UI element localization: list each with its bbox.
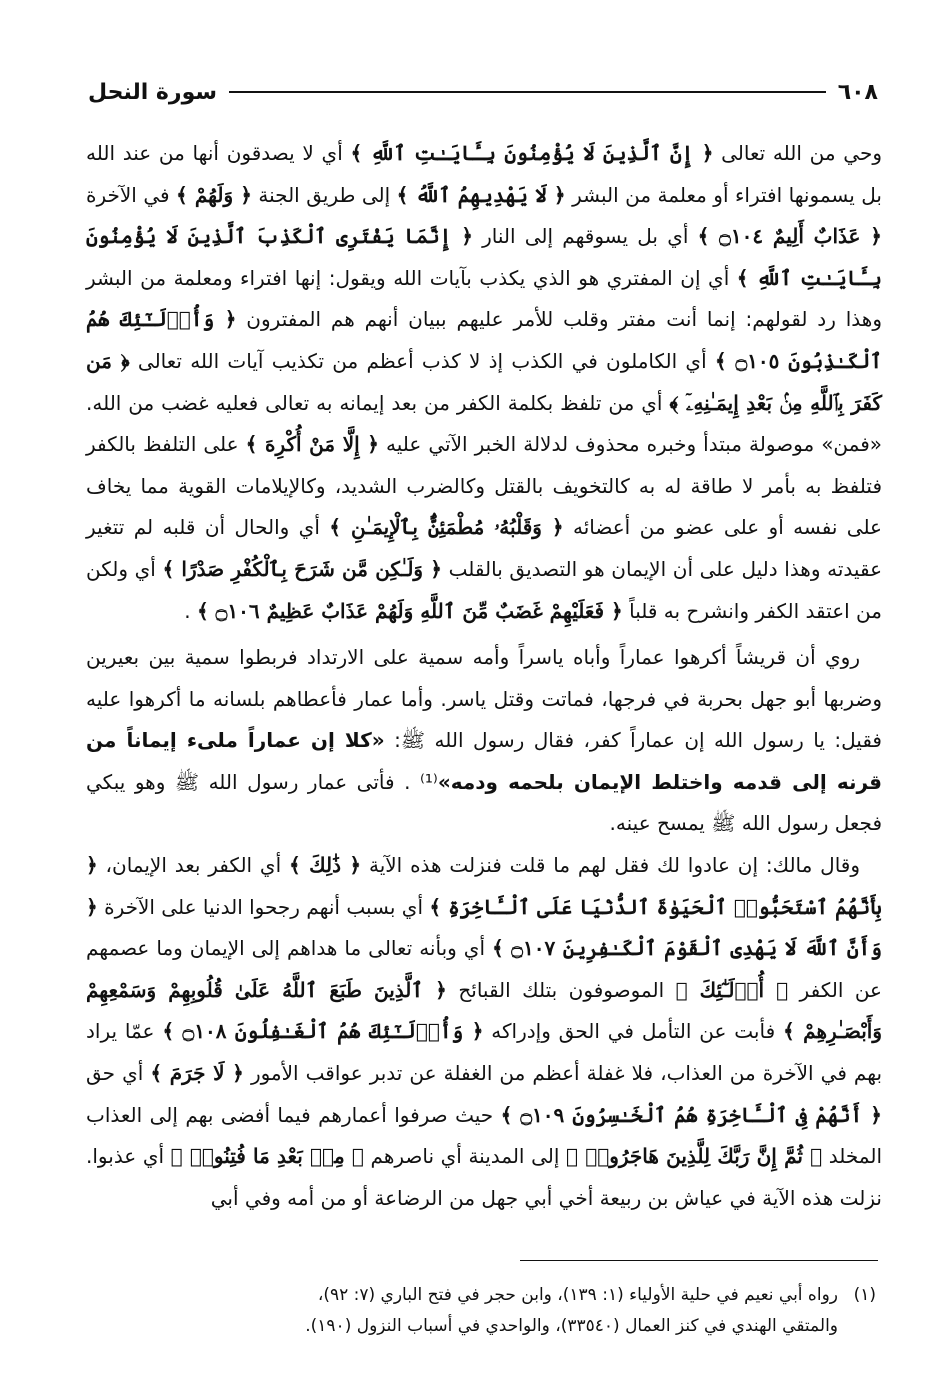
footnote-divider bbox=[520, 1260, 878, 1261]
quran-verse-quote: ﴿ ذَٰلِكَ ﴾ bbox=[288, 853, 362, 877]
footnote-number: (١) bbox=[853, 1285, 876, 1305]
footnote bbox=[86, 1280, 876, 1342]
quran-verse-quote: ﴿ ٱلَّذِينَ طَبَعَ ٱللَّهُ عَلَىٰ قُلُوبِهِمْ وَسَمْعِهِمْ وَأَبْصَـٰرِهِمْ ﴾ bbox=[86, 977, 883, 1044]
quran-verse-quote: ﴿ وَقَلْبُهُۥ مُطْمَئِنٌّۢ بِٱلْإِيمَـٰنِ ﴾ bbox=[329, 515, 564, 540]
commentary-text: إلى المدينة أي ناصرهم bbox=[363, 1144, 567, 1169]
page-number: ٦٠٨ bbox=[837, 79, 878, 105]
commentary-text: . bbox=[184, 598, 197, 623]
commentary-text: وقال مالك: إن عادوا لك فقل لهم ما قلت فنزلت هذه الآية bbox=[361, 853, 861, 877]
quran-verse-quote: ﴿ أُو۟لَـٰٓئِكَ ﴾ bbox=[675, 977, 789, 1002]
commentary-text: أي وبأنه تعالى ما هداهم إلى الإيمان وما عصمهم عن الكفر bbox=[86, 936, 882, 1002]
quran-verse-quote: ﴿ لَا جَرَمَ ﴾ bbox=[150, 1060, 244, 1085]
commentary-text: أي بل يسوقهم إلى النار bbox=[472, 224, 698, 249]
quran-verse-quote: ﴿ ثُمَّ إِنَّ رَبَّكَ لِلَّذِينَ هَاجَرُوا۟ ﴾ bbox=[566, 1144, 823, 1169]
quran-verse-quote: ﴿ وَلَهُمْ ﴾ bbox=[176, 182, 252, 207]
quran-verse-quote: ﴿ مِنۢ بَعْدِ مَا فُتِنُوا۟ ﴾ bbox=[170, 1144, 364, 1169]
paragraph-3 bbox=[86, 845, 882, 1219]
quran-verse-quote: ﴿ مَن كَفَرَ بِٱللَّهِ مِنۢ بَعْدِ إِيمَـٰنِهِۦٓ ﴾ bbox=[86, 348, 882, 415]
commentary-text: أي إن المفتري هو الذي يكذب بآيات الله ويقول: إنها افتراء ومعلمة من البشر وهذا رد لقولهم: إنما أنت مفتر وقلب للأمر عليهم ببيان أنهم هم المفترون bbox=[86, 265, 882, 332]
quran-verse-quote: ﴿ وَأُو۟لَـٰٓئِكَ هُمُ ٱلْغَـٰفِلُونَ ۝١٠٨ ﴾ bbox=[162, 1019, 484, 1044]
quran-verse-quote: ﴿ إِنَّ ٱلَّذِينَ لَا يُؤْمِنُونَ بِـَٔايَـٰتِ ٱللَّهِ ﴾ bbox=[350, 141, 714, 165]
commentary-text: أي الكاملون في الكذب إذ لا كذب أعظم من تكذيب آيات الله تعالى bbox=[129, 348, 715, 373]
commentary-text: أي حق bbox=[86, 1060, 151, 1085]
commentary-text: إلى طريق الجنة bbox=[251, 182, 397, 207]
commentary-text: أي والحال أن قلبه لم تتغير عقيدته وهذا دليل على أن الإيمان هو التصديق بالقلب bbox=[86, 515, 883, 581]
commentary-text: أي الكفر بعد الإيمان، bbox=[97, 853, 289, 877]
hadith-quote: «كلا إن عماراً ملىء إيماناً من قرنه إلى قدمه واختلط الإيمان بلحمه ودمه» bbox=[86, 728, 882, 794]
quran-verse-quote: ﴿ أَنَّهُمْ فِى ٱلْـَٔاخِرَةِ هُمُ ٱلْخَـٰسِرُونَ ۝١٠٩ ﴾ bbox=[500, 1102, 883, 1127]
footnote-line-1: رواه أبي نعيم في حلية الأولياء (١: ١٣٩)، وابن حجر في فتح الباري (٧: ٩٢)، bbox=[317, 1285, 838, 1305]
paragraph-1 bbox=[86, 133, 882, 632]
commentary-text: أي بسبب أنهم رجحوا الدنيا على الآخرة bbox=[97, 894, 430, 919]
quran-verse-quote: ﴿ إِلَّا مَنْ أُكْرِهَ ﴾ bbox=[245, 432, 380, 457]
quran-verse-quote: ﴿ فَعَلَيْهِمْ غَضَبٌ مِّنَ ٱللَّهِ وَلَهُمْ عَذَابٌ عَظِيمٌ ۝١٠٦ ﴾ bbox=[196, 598, 623, 623]
quran-verse-quote: ﴿ إِنَّمَا يَفْتَرِى ٱلْكَذِبَ ٱلَّذِينَ لَا يُؤْمِنُونَ بِـَٔايَـٰتِ ٱللَّهِ ﴾ bbox=[86, 224, 882, 290]
commentary-text: ⁽¹⁾ . فأتى عمار رسول الله ﷺ وهو يبكي فجعل رسول الله ﷺ يمسح عينه. bbox=[86, 769, 882, 836]
commentary-text: أي من تلفظ بكلمة الكفر من بعد إيمانه به تعالى فعليه غضب من الله. «فمن» موصولة مبتدأ وخبره محذوف لدلالة الخبر الآتي عليه bbox=[86, 390, 883, 457]
commentary-text: على التلفظ بالكفر فتلفظ به بأمر لا طاقة له به كالتخويف بالقتل وكالضرب الشديد، وكالإيلامات القوية مما يخاف على نفسه أو على عضو من أعضائه bbox=[86, 432, 882, 540]
footnote-line-2: والمتقي الهندي في كنز العمال (٣٣٥٤٠)، والواحدي في أسباب النزول (١٩٠). bbox=[305, 1316, 838, 1336]
paragraph-2 bbox=[86, 637, 882, 845]
quran-verse-quote: ﴿ وَأَنَّ ٱللَّهَ لَا يَهْدِى ٱلْقَوْمَ ٱلْكَـٰفِرِينَ ۝١٠٧ ﴾ bbox=[86, 894, 882, 961]
quran-verse-quote: ﴿ لَا يَهْدِيهِمُ ٱللَّهُ ﴾ bbox=[396, 182, 566, 207]
quran-verse-quote: ﴿ وَلَـٰكِن مَّن شَرَحَ بِٱلْكُفْرِ صَدْرًا ﴾ bbox=[162, 556, 443, 581]
commentary-text: الموصوفون بتلك القبائح bbox=[446, 977, 676, 1002]
commentary-text: فأبت عن التأمل في الحق وإدراكه bbox=[483, 1019, 783, 1044]
page-header bbox=[88, 74, 878, 110]
surah-title: سورة النحل bbox=[88, 79, 218, 105]
commentary-text: في الآخرة bbox=[86, 182, 177, 207]
quran-verse-quote: ﴿ بِأَنَّهُمُ ٱسْتَحَبُّوا۟ ٱلْحَيَوٰةَ ٱلدُّنْيَا عَلَى ٱلْـَٔاخِرَةِ ﴾ bbox=[86, 853, 882, 919]
quran-verse-quote: ﴿ وَأُو۟لَـٰٓئِكَ هُمُ ٱلْكَـٰذِبُونَ ۝١٠٥ ﴾ bbox=[86, 307, 882, 373]
header-rule bbox=[229, 91, 826, 93]
commentary-text: وحي من الله تعالى bbox=[713, 141, 882, 165]
commentary-text: روي أن قريشاً أكرهوا عماراً وأباه ياسراً وأمه سمية على الارتداد فربطوا سمية بين بعيرين وضربها أبو جهل بحربة في فرجها، فماتت وقتل ياسر. وأما عمار فأعطاهم بلسانه ما أكرهوا عليه فقيل: يا رسول الله إن عماراً كفر، فقال رسول الله ﷺ: bbox=[86, 645, 882, 753]
commentary-text: عمّا يراد بهم في الآخرة من العذاب، فلا غفلة أعظم من الغفلة عن تدبر عواقب الأمور bbox=[86, 1019, 883, 1085]
commentary-text: أي عذبوا. نزلت هذه الآية في عياش بن ربيعة أخي أبي جهل من الرضاعة أو من أمه وفي أبي bbox=[86, 1144, 882, 1210]
commentary-text: أي لا يصدقون أنها من عند الله بل يسمونها افتراء أو معلمة من البشر bbox=[86, 141, 882, 207]
commentary-text: أي ولكن من اعتقد الكفر وانشرح به قلباً bbox=[86, 556, 882, 623]
quran-verse-quote: ﴿ عَذَابٌ أَلِيمٌ ۝١٠٤ ﴾ bbox=[697, 224, 883, 249]
commentary-text: حيث صرفوا أعمارهم فيما أفضى بهم إلى العذاب المخلد bbox=[86, 1102, 883, 1169]
